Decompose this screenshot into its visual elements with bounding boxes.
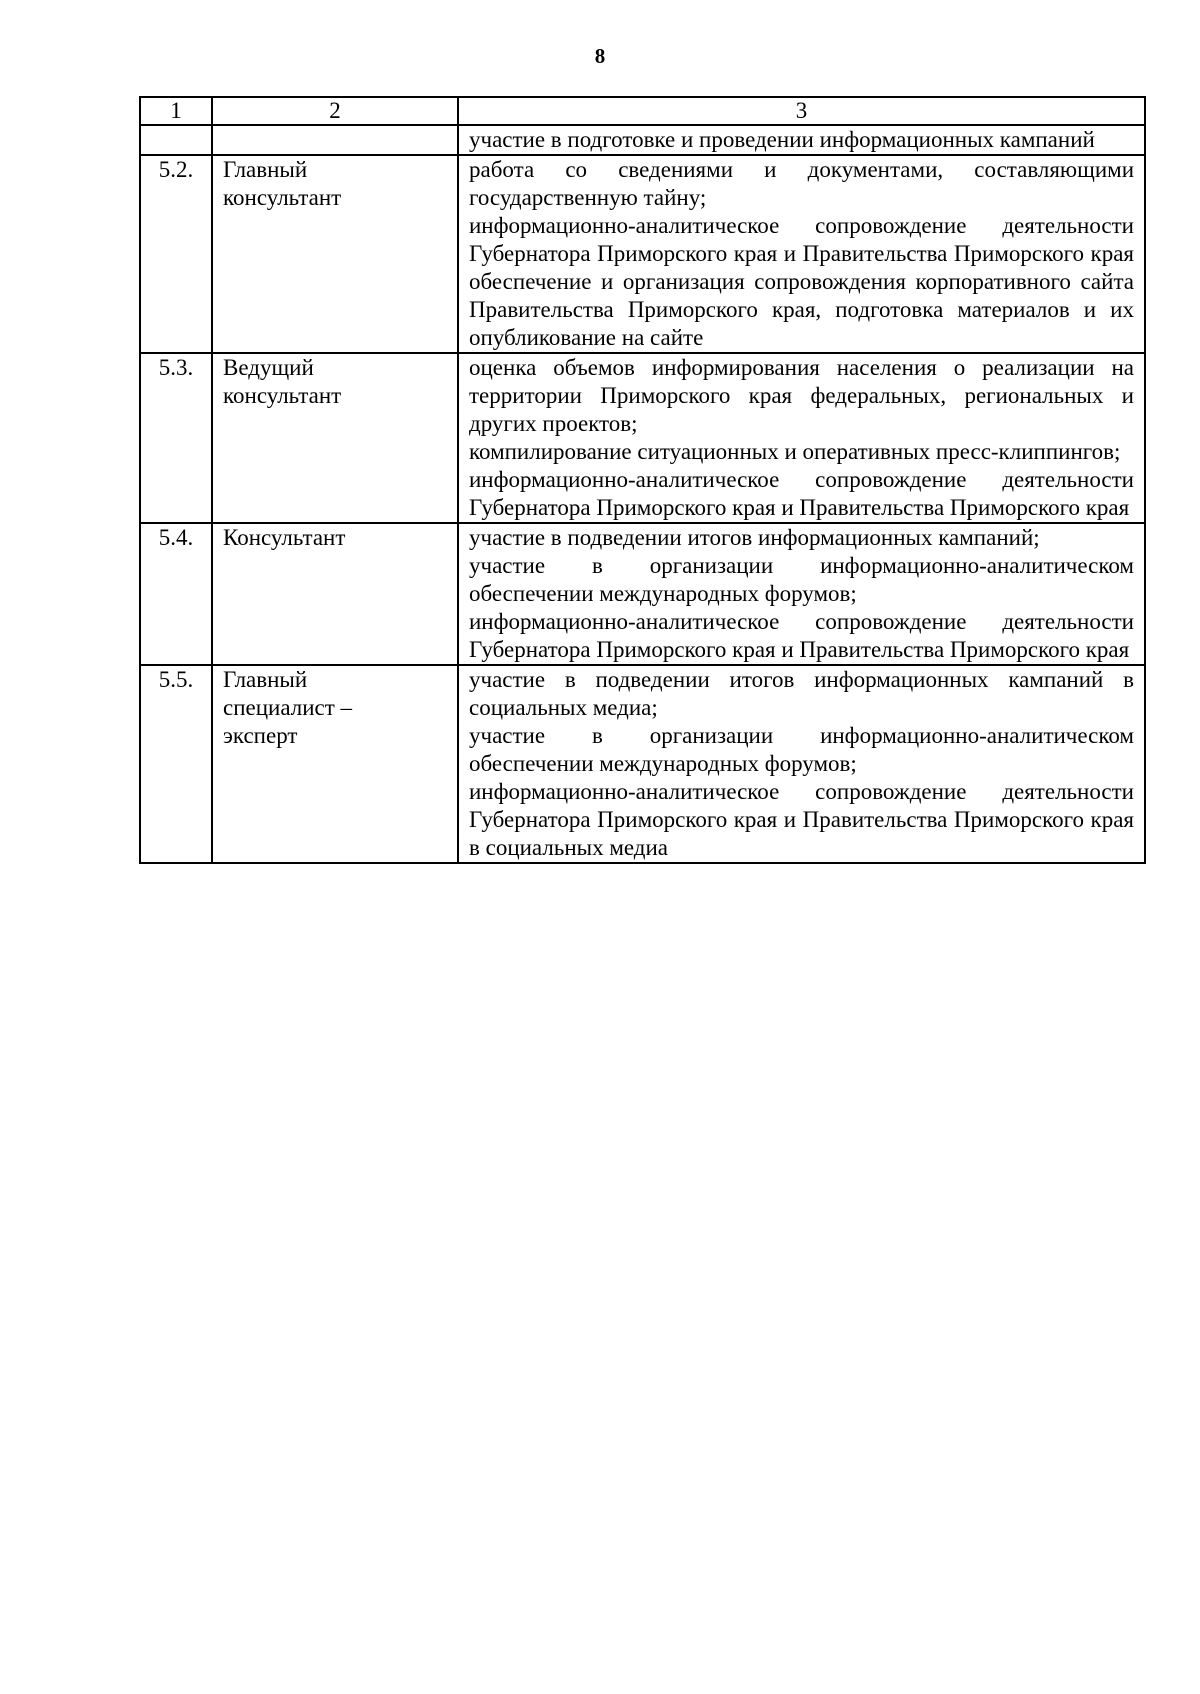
column-header-duties: 3 bbox=[458, 97, 1145, 125]
duty-item: участие в подведении итогов информационных кампаний в социальных медиа; bbox=[469, 667, 1134, 720]
table-row bbox=[140, 155, 1145, 353]
row-number-cell: 5.4. bbox=[140, 523, 212, 665]
duty-item: участие в подготовке и проведении информационных кампаний bbox=[469, 127, 1095, 152]
duty-item: работа со сведениями и документами, составляющими государственную тайну; bbox=[469, 157, 1134, 210]
column-header-number: 1 bbox=[140, 97, 212, 125]
table-header-row bbox=[140, 97, 1145, 125]
duty-item: участие в организации информационно-аналитическом обеспечении международных форумов; bbox=[469, 723, 1134, 776]
position-cell: Консультант bbox=[212, 523, 458, 665]
position-cell: Ведущий консультант bbox=[212, 353, 458, 523]
row-number-cell: 5.5. bbox=[140, 665, 212, 863]
duties-cell bbox=[458, 665, 1145, 863]
page-number: 8 bbox=[594, 44, 606, 68]
duty-item: участие в организации информационно-аналитическом обеспечении международных форумов; bbox=[469, 553, 1134, 606]
table-row bbox=[140, 353, 1145, 523]
duties-table bbox=[139, 96, 1146, 864]
table-row bbox=[140, 665, 1145, 863]
duty-item: информационно-аналитическое сопровождение деятельности Губернатора Приморского края и Правительства Приморского края bbox=[469, 609, 1134, 662]
position-cell: Главный специалист – эксперт bbox=[212, 665, 458, 863]
row-number-cell: 5.2. bbox=[140, 155, 212, 353]
duty-item: компилирование ситуационных и оперативных пресс-клиппингов; bbox=[469, 439, 1121, 464]
table-row bbox=[140, 125, 1145, 155]
position-cell: Главный консультант bbox=[212, 155, 458, 353]
column-header-position: 2 bbox=[212, 97, 458, 125]
duty-item: информационно-аналитическое сопровождение деятельности Губернатора Приморского края и Правительства Приморского края bbox=[469, 467, 1134, 520]
row-number-cell: 5.3. bbox=[140, 353, 212, 523]
row-number-cell bbox=[140, 125, 212, 155]
duties-cell bbox=[458, 523, 1145, 665]
duties-cell bbox=[458, 353, 1145, 523]
duties-cell bbox=[458, 125, 1145, 155]
duty-item: участие в подведении итогов информационных кампаний; bbox=[469, 525, 1040, 550]
duty-item: информационно-аналитическое сопровождение деятельности Губернатора Приморского края и Правительства Приморского края в социальных медиа bbox=[469, 779, 1134, 860]
duty-item: информационно-аналитическое сопровождение деятельности Губернатора Приморского края и Правительства Приморского края обеспечение и организация сопровождения корпоративного сайта Правительства Приморского края, подготовка материалов и их опубликование на сайте bbox=[469, 213, 1134, 350]
position-cell bbox=[212, 125, 458, 155]
duties-cell bbox=[458, 155, 1145, 353]
duty-item: оценка объемов информирования населения о реализации на территории Приморского края федеральных, региональных и других проектов; bbox=[469, 355, 1134, 436]
table-row bbox=[140, 523, 1145, 665]
